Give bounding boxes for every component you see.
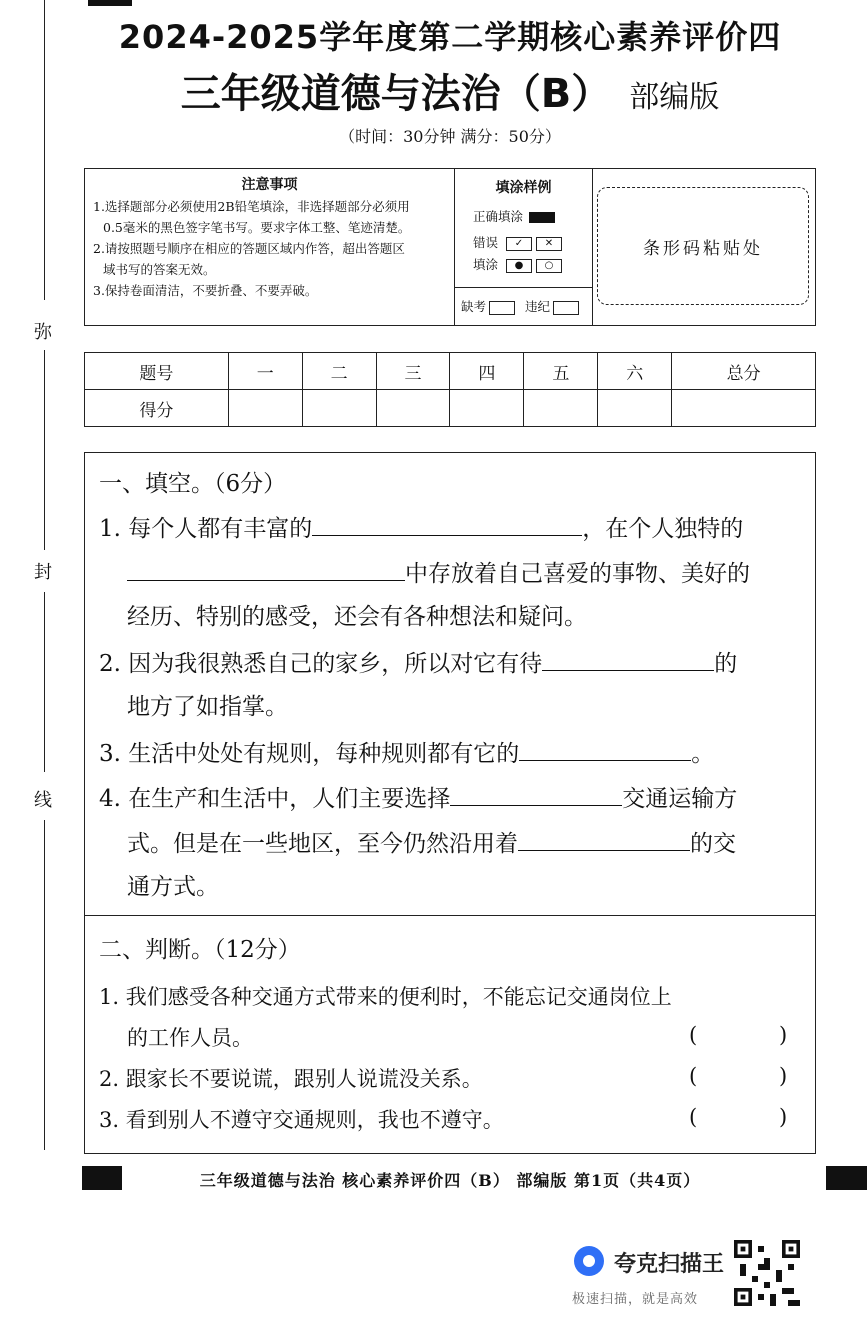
score-table-header-label: 题号 bbox=[85, 353, 229, 390]
section2-title: 二、判断。（12分） bbox=[99, 937, 301, 963]
score-table-column: 五 bbox=[524, 353, 598, 390]
scanner-app-name: 夸克扫描王 bbox=[614, 1252, 725, 1277]
barcode-area: 条形码粘贴处 bbox=[597, 187, 809, 305]
binding-line bbox=[44, 820, 45, 1150]
answer-blank[interactable] bbox=[518, 820, 690, 851]
notice-item: 0.5毫米的黑色签字笔书写。要求字体工整、笔迹清楚。 bbox=[103, 220, 411, 235]
section1-title: 一、填空。（6分） bbox=[99, 471, 287, 497]
binding-line bbox=[44, 350, 45, 550]
judgment-line: 3. 看到别人不遵守交通规则，我也不遵守。 bbox=[99, 1108, 504, 1132]
answer-blank[interactable] bbox=[519, 730, 691, 761]
question-text: 3. 生活中处处有规则，每种规则都有它的 bbox=[99, 741, 520, 767]
violation-checkbox[interactable] bbox=[553, 301, 579, 315]
notice-section bbox=[85, 169, 455, 325]
score-row-label: 得分 bbox=[85, 390, 229, 427]
section-divider bbox=[85, 915, 815, 916]
exam-title-line1: 2024-2025学年度第二学期核心素养评价四 bbox=[118, 18, 782, 56]
answer-paren-open[interactable]: ( bbox=[689, 1105, 698, 1129]
question-area bbox=[84, 452, 816, 1154]
score-cell[interactable] bbox=[450, 390, 524, 427]
notice-item: 域书写的答案无效。 bbox=[103, 262, 216, 277]
answer-blank[interactable] bbox=[542, 640, 714, 671]
question-text: 1. 每个人都有丰富的 bbox=[99, 516, 313, 542]
question-text: 。 bbox=[691, 741, 715, 767]
answer-paren-close[interactable]: ) bbox=[779, 1105, 788, 1129]
score-table-column: 六 bbox=[598, 353, 672, 390]
page-footer: 三年级道德与法治 核心素养评价四（B） 部编版 第1页（共4页） bbox=[199, 1171, 701, 1190]
notice-item: 1.选择题部分必须使用2B铅笔填涂，非选择题部分必须用 bbox=[93, 199, 410, 214]
violation-label: 违纪 bbox=[525, 299, 551, 314]
answer-paren-open[interactable]: ( bbox=[689, 1064, 698, 1088]
binding-line bbox=[44, 592, 45, 772]
question-line bbox=[127, 685, 288, 730]
question-text: 的交 bbox=[690, 831, 736, 857]
question-text: 地方了如指掌。 bbox=[127, 694, 288, 720]
answer-blank[interactable] bbox=[450, 775, 622, 806]
score-table bbox=[84, 352, 816, 427]
edition-label: 部编版 bbox=[629, 80, 720, 115]
score-table-header-row bbox=[85, 353, 816, 390]
score-table-column: 三 bbox=[376, 353, 450, 390]
absent-checkbox[interactable] bbox=[489, 301, 515, 315]
question-line bbox=[127, 820, 736, 867]
question-text: 4. 在生产和生活中，人们主要选择 bbox=[99, 786, 451, 812]
score-table-column: 二 bbox=[302, 353, 376, 390]
qr-code-icon bbox=[734, 1240, 800, 1306]
score-table-score-row bbox=[85, 390, 816, 427]
judgment-line: 的工作人员。 bbox=[127, 1026, 253, 1050]
question-text: 交通运输方 bbox=[622, 786, 738, 812]
binding-char-xian: 线 bbox=[34, 790, 52, 811]
score-cell[interactable] bbox=[302, 390, 376, 427]
question-text: 经历、特别的感受，还会有各种想法和疑问。 bbox=[127, 604, 587, 630]
fill-wrong-label: 错误 bbox=[473, 235, 499, 250]
divider bbox=[455, 287, 592, 288]
question-text: 通方式。 bbox=[127, 874, 219, 900]
score-table-column: 一 bbox=[228, 353, 302, 390]
notice-item: 3.保持卷面清洁，不要折叠、不要弄破。 bbox=[93, 283, 318, 298]
scanner-slogan: 极速扫描，就是高效 bbox=[572, 1292, 699, 1307]
dot-mark-icon: ● bbox=[506, 259, 532, 273]
subject-title: 三年级道德与法治（B） bbox=[180, 71, 612, 117]
question-text: 式。但是在一些地区，至今仍然沿用着 bbox=[127, 831, 518, 857]
answer-paren-close[interactable]: ) bbox=[779, 1023, 788, 1047]
score-cell[interactable] bbox=[672, 390, 816, 427]
answer-paren-close[interactable]: ) bbox=[779, 1064, 788, 1088]
score-cell[interactable] bbox=[524, 390, 598, 427]
score-cell[interactable] bbox=[598, 390, 672, 427]
notice-box bbox=[84, 168, 816, 326]
question-line bbox=[99, 505, 743, 552]
score-table-column: 四 bbox=[450, 353, 524, 390]
question-line bbox=[127, 550, 750, 597]
binding-char-feng: 封 bbox=[34, 562, 52, 583]
fill-wrong-example bbox=[473, 255, 562, 273]
exam-title-line2 bbox=[0, 62, 867, 119]
judgment-line: 2. 跟家长不要说谎，跟别人说谎没关系。 bbox=[99, 1067, 483, 1091]
check-mark-icon: ✓ bbox=[506, 237, 532, 251]
absent-label: 缺考 bbox=[461, 299, 487, 314]
score-cell[interactable] bbox=[376, 390, 450, 427]
question-text: 2. 因为我很熟悉自己的家乡，所以对它有待 bbox=[99, 651, 543, 677]
question-line bbox=[99, 730, 714, 777]
top-marker-bar bbox=[88, 0, 132, 6]
question-line bbox=[99, 775, 737, 822]
notice-heading: 注意事项 bbox=[241, 177, 298, 193]
question-text: 中存放着自己喜爱的事物、美好的 bbox=[405, 561, 750, 587]
fill-correct-example bbox=[473, 207, 555, 225]
scanner-logo-icon bbox=[574, 1246, 604, 1276]
fill-wrong-example bbox=[473, 233, 562, 251]
judgment-line: 1. 我们感受各种交通方式带来的便利时，不能忘记交通岗位上 bbox=[99, 985, 672, 1009]
question-line bbox=[127, 865, 219, 910]
score-cell[interactable] bbox=[228, 390, 302, 427]
absent-violation-row bbox=[461, 297, 589, 315]
fill-wrong-label: 填涂 bbox=[473, 257, 499, 272]
question-line bbox=[99, 640, 737, 687]
answer-blank[interactable] bbox=[127, 550, 405, 581]
binding-char-mi: 弥 bbox=[34, 322, 52, 343]
question-text: ，在个人独特的 bbox=[582, 516, 744, 542]
circle-mark-icon: ○ bbox=[536, 259, 562, 273]
answer-paren-open[interactable]: ( bbox=[689, 1023, 698, 1047]
question-line bbox=[127, 595, 587, 640]
answer-blank[interactable] bbox=[312, 505, 582, 536]
score-table-column: 总分 bbox=[672, 353, 816, 390]
question-text: 的 bbox=[714, 651, 738, 677]
cross-mark-icon: ✕ bbox=[536, 237, 562, 251]
fill-example-heading: 填涂样例 bbox=[495, 180, 552, 196]
notice-item: 2.请按照题号顺序在相应的答题区域内作答，超出答题区 bbox=[93, 241, 405, 256]
time-info: （时间：30分钟 满分：50分） bbox=[339, 127, 561, 146]
fill-example-section bbox=[455, 169, 593, 325]
fill-correct-label: 正确填涂 bbox=[473, 209, 524, 224]
filled-mark-icon bbox=[529, 212, 555, 223]
